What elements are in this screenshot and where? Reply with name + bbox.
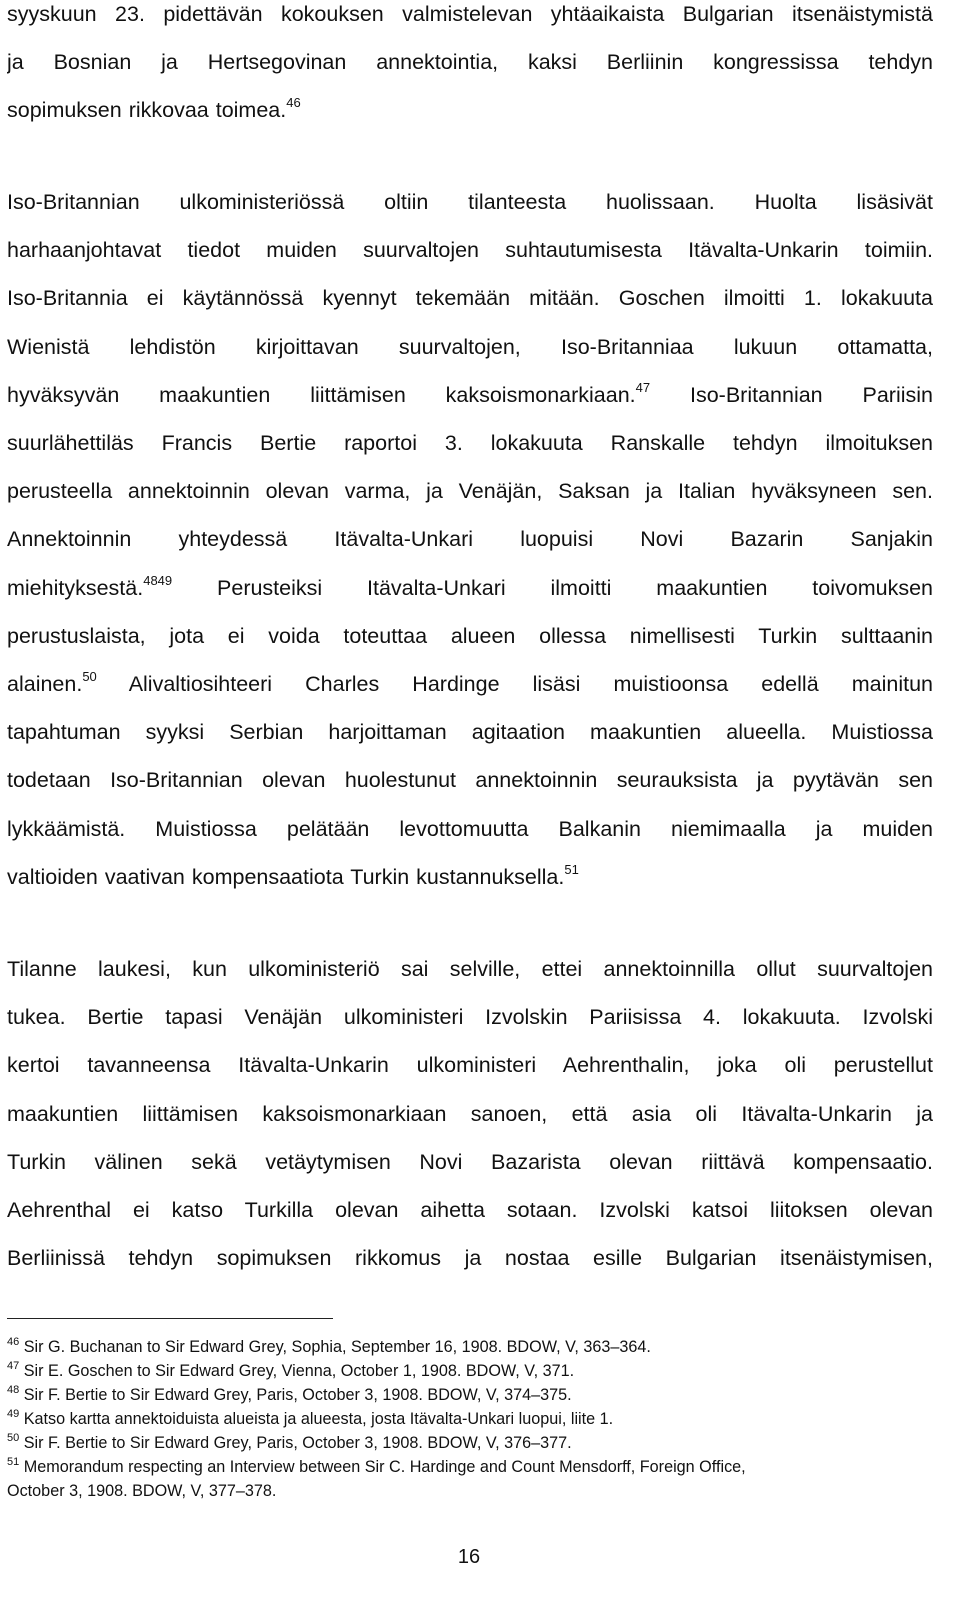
- text-line: [7, 853, 933, 901]
- footnote-51: [7, 1455, 933, 1503]
- footnotes-list: [7, 1335, 933, 1503]
- text-line: tapahtuman syyksi Serbian harjoittaman agitaation maakuntien alueella. Muistiossa: [7, 720, 933, 745]
- footnote-ref-47[interactable]: 47: [635, 379, 651, 395]
- text-line: harhaanjohtavat tiedot muiden suurvaltojen suhtautumisesta Itävalta-Unkarin toimiin.: [7, 238, 933, 263]
- footnote-ref-46[interactable]: 46: [286, 95, 301, 111]
- footnote-text: Sir F. Bertie to Sir Edward Grey, Paris, October 3, 1908. BDOW, V, 376–377.: [23, 1434, 572, 1452]
- text-segment: sopimuksen rikkovaa toimea.: [7, 98, 287, 123]
- text-line: Annektoinnin yhteydessä Itävalta-Unkari luopuisi Novi Bazarin Sanjakin: [7, 527, 933, 552]
- text-line: [7, 660, 933, 708]
- text-segment: Perusteiksi Itävalta-Unkari ilmoitti maakuntien toivomuksen: [217, 575, 933, 600]
- footnote-47: [7, 1359, 933, 1383]
- footnote-text: Katso kartta annektoiduista alueista ja alueesta, josta Itävalta-Unkari luopui, liite 1.: [23, 1410, 614, 1428]
- text-line: Wienistä lehdistön kirjoittavan suurvaltojen, Iso-Britanniaa lukuun ottamatta,: [7, 334, 933, 359]
- footnote-number: 48: [7, 1384, 20, 1396]
- footnote-50: [7, 1431, 933, 1455]
- text-line: maakuntien liittämisen kaksoismonarkiaan sanoen, että asia oli Itävalta-Unkarin ja: [7, 1101, 933, 1126]
- footnote-separator: [7, 1318, 333, 1319]
- footnote-ref-51[interactable]: 51: [564, 861, 579, 877]
- paragraph-1: [7, 0, 933, 135]
- footnote-46: [7, 1335, 933, 1359]
- page-number: 16: [457, 1546, 481, 1568]
- footnote-number: 47: [7, 1360, 20, 1372]
- text-line: todetaan Iso-Britannian olevan huolestunut annektoinnin seurauksista ja pyytävän sen: [7, 768, 933, 793]
- footnote-number: 49: [7, 1408, 20, 1420]
- footnote-ref-4849[interactable]: 4849: [143, 572, 173, 588]
- footnote-text: Sir E. Goschen to Sir Edward Grey, Vienna, October 1, 1908. BDOW, V, 371.: [23, 1362, 575, 1380]
- footnote-number: 51: [7, 1456, 20, 1468]
- text-segment: Alivaltiosihteeri Charles Hardinge lisäsi muistioonsa edellä mainitun: [128, 672, 933, 697]
- paragraph-2: [7, 178, 933, 901]
- text-line: [7, 371, 933, 419]
- footnote-text-continuation: October 3, 1908. BDOW, V, 377–378.: [7, 1482, 277, 1500]
- text-segment: miehityksestä.: [7, 575, 144, 600]
- text-line: perustuslaista, jota ei voida toteuttaa alueen ollessa nimellisesti Turkin sulttaanin: [7, 623, 933, 648]
- text-line: Aehrenthal ei katso Turkilla olevan aihetta sotaan. Izvolski katsoi liitoksen olevan: [7, 1198, 933, 1223]
- text-line: suurlähettiläs Francis Bertie raportoi 3. lokakuuta Ranskalle tehdyn ilmoituksen: [7, 431, 933, 456]
- footnote-48: [7, 1383, 933, 1407]
- footnote-ref-50[interactable]: 50: [82, 669, 97, 685]
- footnote-text: Memorandum respecting an Interview between Sir C. Hardinge and Count Mensdorff, Foreign Office,: [23, 1458, 746, 1476]
- text-line: Iso-Britannian ulkoministeriössä oltiin tilanteesta huolissaan. Huolta lisäsivät: [7, 190, 933, 214]
- footnote-49: [7, 1407, 933, 1431]
- text-line: lykkäämistä. Muistiossa pelätään levottomuutta Balkanin niemimaalla ja muiden: [7, 816, 933, 841]
- text-line: Iso-Britannia ei käytännössä kyennyt tekemään mitään. Goschen ilmoitti 1. lokakuuta: [7, 286, 933, 311]
- text-line: kertoi tavanneensa Itävalta-Unkarin ulkoministeri Aehrenthalin, joka oli perustellut: [7, 1053, 933, 1078]
- text-line: Turkin välinen sekä vetäytymisen Novi Bazarista olevan riittävä kompensaatio.: [7, 1149, 933, 1174]
- text-line: syyskuun 23. pidettävän kokouksen valmistelevan yhtäaikaista Bulgarian itsenäistymistä: [7, 2, 933, 26]
- text-line: Tilanne laukesi, kun ulkoministeriö sai selville, ettei annektoinnilla ollut suurvaltojen: [7, 957, 933, 981]
- footnote-number: 50: [7, 1432, 20, 1444]
- footnote-number: 46: [7, 1336, 20, 1348]
- text-segment: Iso-Britannian Pariisin: [689, 382, 933, 407]
- text-line: [7, 86, 933, 134]
- text-segment: hyväksyvän maakuntien liittämisen kaksoismonarkiaan.: [7, 382, 636, 407]
- footnote-text: Sir G. Buchanan to Sir Edward Grey, Sophia, September 16, 1908. BDOW, V, 363–364.: [23, 1338, 651, 1356]
- text-line: tukea. Bertie tapasi Venäjän ulkoministeri Izvolskin Pariisissa 4. lokakuuta. Izvolski: [7, 1005, 933, 1030]
- text-line: ja Bosnian ja Hertsegovinan annektointia, kaksi Berliinin kongressissa tehdyn: [7, 50, 933, 75]
- text-line: Berliinissä tehdyn sopimuksen rikkomus ja nostaa esille Bulgarian itsenäistymisen,: [7, 1246, 933, 1271]
- text-segment: alainen.: [7, 672, 83, 697]
- paragraph-3: [7, 945, 933, 1282]
- text-segment: valtioiden vaativan kompensaatiota Turkin kustannuksella.: [7, 864, 565, 889]
- text-line: [7, 564, 933, 612]
- text-line: perusteella annektoinnin olevan varma, ja Venäjän, Saksan ja Italian hyväksyneen sen.: [7, 479, 933, 504]
- footnote-text: Sir F. Bertie to Sir Edward Grey, Paris, October 3, 1908. BDOW, V, 374–375.: [23, 1386, 572, 1404]
